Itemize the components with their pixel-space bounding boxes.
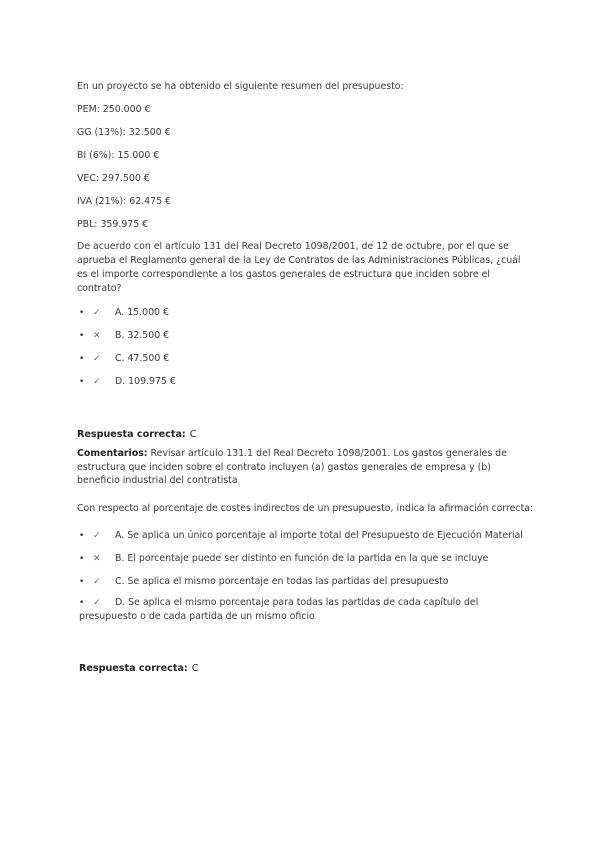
option-text: A. 15.000 €	[115, 307, 169, 318]
check-icon: ✓	[93, 577, 101, 587]
budget-line-bi: BI (6%): 15.000 €	[77, 150, 160, 161]
q1-correct-answer	[77, 429, 196, 440]
check-icon: ✓	[93, 354, 101, 364]
comment-label: Comentarios:	[77, 448, 148, 459]
q2-correct-answer	[79, 663, 198, 674]
q2-option-b	[79, 552, 488, 565]
option-text: C. Se aplica el mismo porcentaje en todas las partidas del presupuesto	[115, 576, 449, 587]
q1-option-a	[79, 306, 169, 319]
check-icon: ✓	[93, 531, 101, 541]
bullet-icon: •	[79, 354, 85, 364]
q1-question: De acuerdo con el artículo 131 del Real Decreto 1098/2001, de 12 de octubre, por el que se aprueba el Reglamento general de la Ley de Contratos de las Administraciones Públicas, ¿cuál es el importe correspondiente a los gastos generales de estructura que inciden sobre el contrato?	[77, 241, 521, 294]
q2-option-a	[79, 529, 523, 542]
check-icon: ✓	[93, 598, 101, 608]
q1-option-d	[79, 375, 176, 388]
cross-icon: ✕	[93, 554, 101, 564]
q2-question: Con respecto al porcentaje de costes indirectos de un presupuesto, indica la afirmación correcta:	[77, 503, 534, 514]
check-icon: ✓	[93, 308, 101, 318]
q1-option-b	[79, 329, 169, 342]
bullet-icon: •	[79, 554, 85, 564]
budget-line-gg: GG (13%): 32.500 €	[77, 127, 171, 138]
option-text: C. 47.500 €	[115, 353, 170, 364]
comment-text: Revisar artículo 131.1 del Real Decreto 1098/2001. Los gastos generales de estructura que inciden sobre el contrato incluyen (a) gastos generales de empresa y (b) beneficio industrial del contratista	[77, 448, 507, 486]
check-icon: ✓	[93, 377, 101, 387]
answer-label: Respuesta correcta:	[77, 429, 186, 440]
answer-value: C	[191, 663, 199, 674]
answer-label: Respuesta correcta:	[79, 663, 188, 674]
budget-line-pbl: PBL: 359.975 €	[77, 219, 149, 230]
option-text: D. Se aplica el mismo porcentaje para todas las partidas de cada capítulo del presupuesto o de cada partida de un mismo oficio	[79, 597, 479, 622]
bullet-icon: •	[79, 377, 85, 387]
option-text: B. 32.500 €	[115, 330, 170, 341]
bullet-icon: •	[79, 531, 85, 541]
option-text: D. 109.975 €	[115, 376, 176, 387]
budget-line-iva: IVA (21%): 62.475 €	[77, 196, 172, 207]
bullet-icon: •	[79, 577, 85, 587]
option-text: B. El porcentaje puede ser distinto en función de la partida en la que se incluye	[115, 553, 489, 564]
cross-icon: ✕	[93, 331, 101, 341]
bullet-icon: •	[79, 331, 85, 341]
q1-intro: En un proyecto se ha obtenido el siguiente resumen del presupuesto:	[77, 81, 404, 92]
option-text: A. Se aplica un único porcentaje al importe total del Presupuesto de Ejecución Material	[115, 530, 523, 541]
budget-line-vec: VEC: 297.500 €	[77, 173, 150, 184]
q1-option-c	[79, 352, 169, 365]
q2-option-d	[79, 596, 527, 624]
q2-option-c	[79, 575, 449, 588]
budget-line-pem: PEM: 250.000 €	[77, 104, 151, 115]
bullet-icon: •	[79, 308, 85, 318]
answer-value: C	[189, 429, 197, 440]
bullet-icon: •	[79, 598, 85, 608]
q1-comment	[77, 447, 517, 488]
